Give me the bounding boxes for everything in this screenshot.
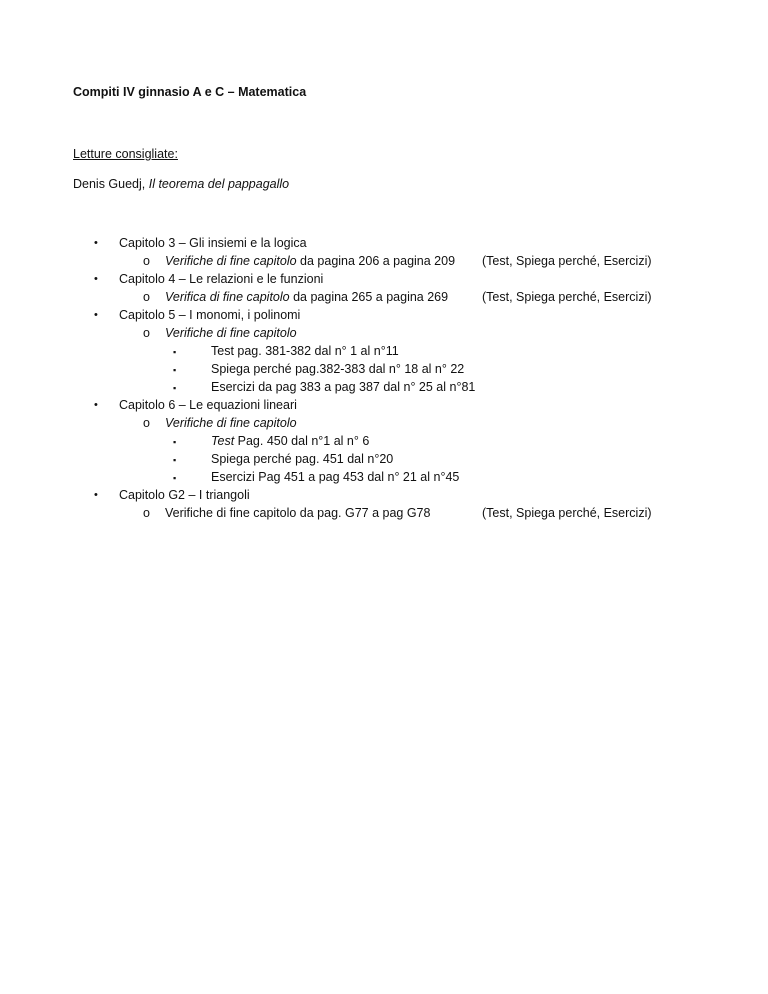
circle-bullet-icon: o [143,326,150,340]
chapter-6-verifiche: Verifiche di fine capitolo [165,416,297,430]
circle-bullet-icon: o [143,254,150,268]
chapter-4-note: (Test, Spiega perché, Esercizi) [482,290,652,304]
chapter-g2-item: Capitolo G2 – I triangoli [119,488,250,502]
chapter-5-test: Test pag. 381-382 dal n° 1 al n°11 [211,344,399,358]
chapter-6-spiega: Spiega perché pag. 451 dal n°20 [211,452,394,466]
square-bullet-icon: ▪ [173,383,177,393]
square-bullet-icon: ▪ [173,455,177,465]
chapter-3-verifiche: Verifiche di fine capitolo da pagina 206 a pagina 209 [165,254,456,268]
square-bullet-icon: ▪ [173,437,177,447]
chapter-6-esercizi: Esercizi Pag 451 a pag 453 dal n° 21 al n°45 [211,470,460,484]
chapter-6-test: Test Pag. 450 dal n°1 al n° 6 [211,434,370,448]
bullet-icon: • [94,399,98,411]
book-title: Il teorema del pappagallo [148,177,290,191]
square-bullet-icon: ▪ [173,365,177,375]
chapter-5-verifiche: Verifiche di fine capitolo [165,326,297,340]
bullet-icon: • [94,489,98,501]
chapter-5-esercizi: Esercizi da pag 383 a pag 387 dal n° 25 al n°81 [211,380,476,394]
chapter-4-verifica: Verifica di fine capitolo da pagina 265 a pagina 269 [165,290,449,304]
circle-bullet-icon: o [143,506,150,520]
chapter-g2-note: (Test, Spiega perché, Esercizi) [482,506,652,520]
square-bullet-icon: ▪ [173,473,177,483]
chapter-5-item: Capitolo 5 – I monomi, i polinomi [119,308,301,322]
circle-bullet-icon: o [143,416,150,430]
bullet-icon: • [94,273,98,285]
bullet-icon: • [94,237,98,249]
chapter-4-item: Capitolo 4 – Le relazioni e le funzioni [119,272,324,286]
square-bullet-icon: ▪ [173,347,177,357]
chapter-6-item: Capitolo 6 – Le equazioni lineari [119,398,297,412]
document-title: Compiti IV ginnasio A e C – Matematica [73,85,307,99]
bullet-icon: • [94,309,98,321]
letture-heading: Letture consigliate: [73,147,178,161]
chapter-3-item: Capitolo 3 – Gli insiemi e la logica [119,236,307,250]
chapter-g2-verifiche: Verifiche di fine capitolo da pag. G77 a pag G78 [165,506,431,520]
chapter-5-spiega: Spiega perché pag.382-383 dal n° 18 al n° 22 [211,362,465,376]
book-author: Denis Guedj, [73,177,149,191]
circle-bullet-icon: o [143,290,150,304]
chapter-3-note: (Test, Spiega perché, Esercizi) [482,254,652,268]
book-recommendation [73,176,289,192]
